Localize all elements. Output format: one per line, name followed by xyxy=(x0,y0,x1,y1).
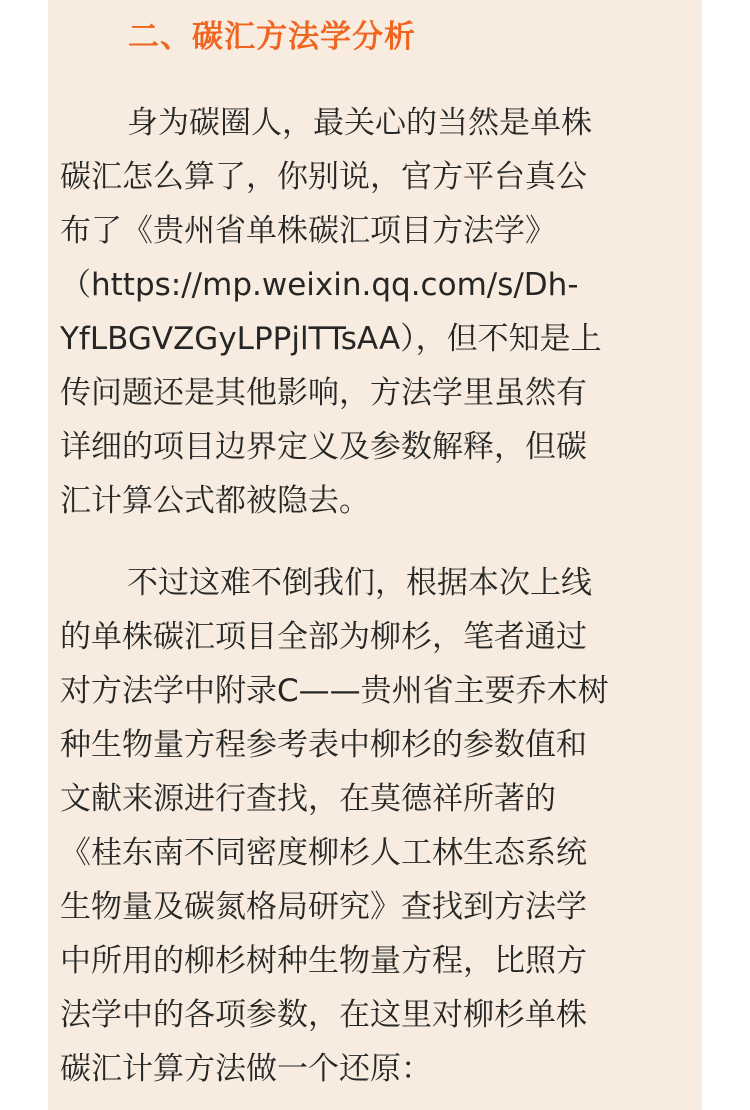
paragraph-line: 碳汇计算方法做一个还原： xyxy=(60,1051,432,1087)
section-heading: 二、碳汇方法学分析 xyxy=(128,19,416,55)
paragraph-line: 不过这难不倒我们，根据本次上线 xyxy=(127,565,592,601)
paragraph-line: 详细的项目边界定义及参数解释，但碳 xyxy=(60,429,587,465)
paragraph-line: 种生物量方程参考表中柳杉的参数值和 xyxy=(60,727,587,763)
paragraph-line: 碳汇怎么算了，你别说，官方平台真公 xyxy=(60,159,587,195)
paragraph-line: 对方法学中附录C——贵州省主要乔木树 xyxy=(60,673,609,709)
paragraph-line: 生物量及碳氮格局研究》查找到方法学 xyxy=(60,889,587,925)
article-body xyxy=(48,0,702,1110)
paragraph-line-link: YfLBGVZGyLPPjlTTsAA），但不知是上 xyxy=(60,321,602,357)
paragraph-method-restore xyxy=(60,556,694,1096)
paragraph-line: 布了《贵州省单株碳汇项目方法学》 xyxy=(60,213,556,249)
paragraph-line: 身为碳圈人，最关心的当然是单株 xyxy=(127,105,592,141)
paragraph-line-link: （https://mp.weixin.qq.com/s/Dh- xyxy=(60,267,579,303)
paragraph-line: 《桂东南不同密度柳杉人工林生态系统 xyxy=(60,835,587,871)
paragraph-line: 传问题还是其他影响，方法学里虽然有 xyxy=(60,375,587,411)
paragraph-carbon-identity xyxy=(60,96,694,528)
paragraph-line: 中所用的柳杉树种生物量方程，比照方 xyxy=(60,943,587,979)
paragraph-line: 的单株碳汇项目全部为柳杉，笔者通过 xyxy=(60,619,587,655)
paragraph-line: 法学中的各项参数，在这里对柳杉单株 xyxy=(60,997,587,1033)
paragraph-line: 文献来源进行查找，在莫德祥所著的 xyxy=(60,781,556,817)
paragraph-line: 汇计算公式都被隐去。 xyxy=(60,483,370,519)
